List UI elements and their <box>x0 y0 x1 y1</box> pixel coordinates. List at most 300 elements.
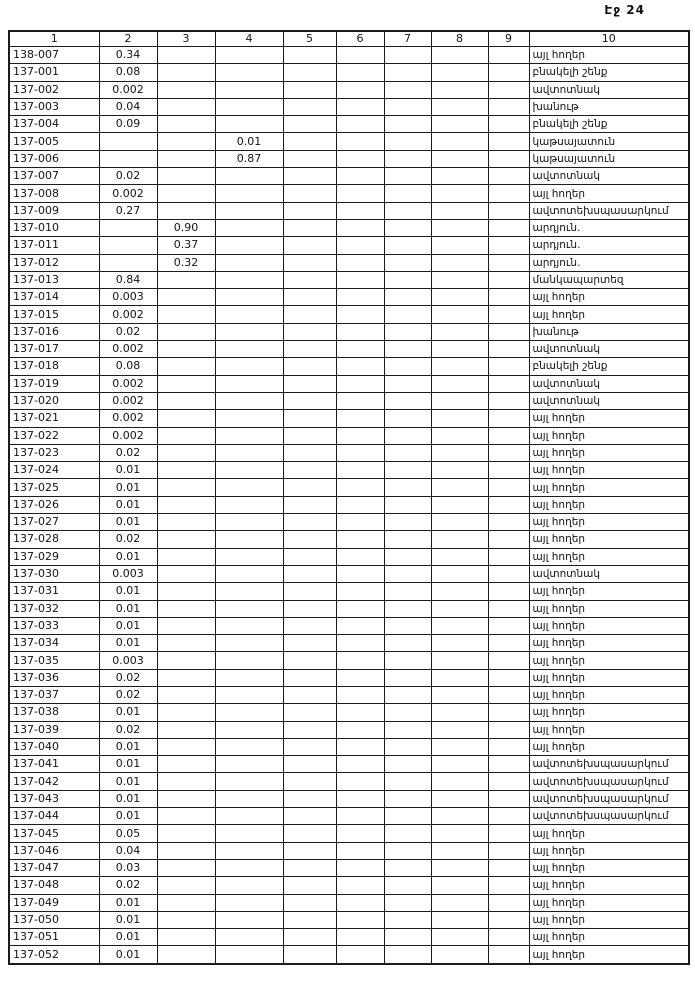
table-cell-col6 <box>336 168 384 185</box>
table-cell-col3 <box>157 652 215 669</box>
table-cell-col6 <box>336 444 384 461</box>
table-cell-col4 <box>215 237 283 254</box>
table-row <box>9 496 689 513</box>
table-cell-col4 <box>215 859 283 876</box>
table-cell-col9 <box>488 462 529 479</box>
table-cell-col9 <box>488 341 529 358</box>
table-cell-col3 <box>157 202 215 219</box>
table-cell-col1: 137-026 <box>9 496 99 513</box>
table-cell-col9 <box>488 686 529 703</box>
table-cell-col3 <box>157 946 215 964</box>
table-cell-col5 <box>283 565 336 582</box>
table-cell-col3 <box>157 168 215 185</box>
table-cell-col3 <box>157 825 215 842</box>
table-cell-col8 <box>431 323 488 340</box>
table-cell-col4 <box>215 427 283 444</box>
table-cell-col4 <box>215 202 283 219</box>
table-cell-col1: 137-017 <box>9 341 99 358</box>
table-cell-col3 <box>157 842 215 859</box>
table-row <box>9 289 689 306</box>
table-cell-col1: 137-022 <box>9 427 99 444</box>
table-cell-col4 <box>215 323 283 340</box>
table-cell-col4 <box>215 462 283 479</box>
table-row <box>9 410 689 427</box>
table-row <box>9 306 689 323</box>
table-cell-col7 <box>384 842 431 859</box>
table-row <box>9 617 689 634</box>
table-cell-col4 <box>215 721 283 738</box>
table-cell-col6 <box>336 289 384 306</box>
table-cell-col2: 0.02 <box>99 168 157 185</box>
table-cell-col2: 0.84 <box>99 271 157 288</box>
table-cell-col10: այլ հողեր <box>529 669 689 686</box>
table-cell-col5 <box>283 911 336 928</box>
table-cell-col10: կաթսայատուն <box>529 133 689 150</box>
table-row <box>9 202 689 219</box>
table-cell-col7 <box>384 756 431 773</box>
table-cell-col9 <box>488 185 529 202</box>
table-cell-col7 <box>384 877 431 894</box>
table-cell-col8 <box>431 756 488 773</box>
table-cell-col3 <box>157 479 215 496</box>
table-cell-col8 <box>431 462 488 479</box>
table-cell-col8 <box>431 375 488 392</box>
table-cell-col2: 0.002 <box>99 341 157 358</box>
table-cell-col10: այլ հողեր <box>529 600 689 617</box>
table-cell-col5 <box>283 185 336 202</box>
table-row <box>9 721 689 738</box>
table-cell-col4 <box>215 686 283 703</box>
table-body <box>9 47 689 964</box>
table-row <box>9 859 689 876</box>
table-cell-col1: 137-003 <box>9 98 99 115</box>
table-cell-col8 <box>431 583 488 600</box>
table-cell-col5 <box>283 859 336 876</box>
table-cell-col9 <box>488 842 529 859</box>
table-cell-col10: այլ հողեր <box>529 859 689 876</box>
table-cell-col9 <box>488 894 529 911</box>
table-cell-col8 <box>431 185 488 202</box>
table-cell-col8 <box>431 894 488 911</box>
table-cell-col9 <box>488 600 529 617</box>
table-cell-col6 <box>336 479 384 496</box>
table-cell-col3 <box>157 444 215 461</box>
table-row <box>9 894 689 911</box>
table-cell-col1: 137-009 <box>9 202 99 219</box>
table-cell-col8 <box>431 289 488 306</box>
table-cell-col7 <box>384 375 431 392</box>
table-cell-col10: այլ հողեր <box>529 496 689 513</box>
table-cell-col3 <box>157 289 215 306</box>
table-cell-col1: 137-050 <box>9 911 99 928</box>
table-cell-col9 <box>488 859 529 876</box>
table-cell-col2: 0.002 <box>99 185 157 202</box>
table-cell-col3 <box>157 410 215 427</box>
table-row <box>9 254 689 271</box>
table-cell-col8 <box>431 600 488 617</box>
table-cell-col2: 0.01 <box>99 894 157 911</box>
table-cell-col4 <box>215 392 283 409</box>
table-cell-col8 <box>431 47 488 64</box>
table-cell-col4 <box>215 514 283 531</box>
table-cell-col9 <box>488 877 529 894</box>
table-cell-col1: 137-019 <box>9 375 99 392</box>
table-cell-col9 <box>488 98 529 115</box>
table-cell-col6 <box>336 358 384 375</box>
table-cell-col6 <box>336 825 384 842</box>
table-cell-col9 <box>488 583 529 600</box>
table-row <box>9 358 689 375</box>
table-cell-col6 <box>336 565 384 582</box>
table-cell-col10: այլ հողեր <box>529 548 689 565</box>
table-cell-col8 <box>431 202 488 219</box>
table-cell-col10: այլ հողեր <box>529 427 689 444</box>
table-cell-col4 <box>215 341 283 358</box>
table-cell-col7 <box>384 358 431 375</box>
table-cell-col6 <box>336 911 384 928</box>
table-cell-col3 <box>157 808 215 825</box>
table-cell-col8 <box>431 306 488 323</box>
table-cell-col3 <box>157 600 215 617</box>
table-cell-col3 <box>157 375 215 392</box>
table-cell-col6 <box>336 219 384 236</box>
table-cell-col4 <box>215 565 283 582</box>
table-cell-col8 <box>431 254 488 271</box>
table-row <box>9 116 689 133</box>
table-cell-col4 <box>215 375 283 392</box>
table-cell-col10: այլ հողեր <box>529 462 689 479</box>
table-cell-col1: 137-014 <box>9 289 99 306</box>
table-cell-col2: 0.01 <box>99 583 157 600</box>
table-cell-col4: 0.87 <box>215 150 283 167</box>
table-cell-col9 <box>488 808 529 825</box>
table-cell-col1: 137-002 <box>9 81 99 98</box>
table-cell-col5 <box>283 808 336 825</box>
table-cell-col6 <box>336 64 384 81</box>
table-cell-col9 <box>488 410 529 427</box>
table-cell-col5 <box>283 877 336 894</box>
table-cell-col3 <box>157 894 215 911</box>
table-cell-col5 <box>283 514 336 531</box>
table-cell-col1: 137-051 <box>9 929 99 946</box>
table-cell-col1: 137-001 <box>9 64 99 81</box>
table-cell-col4 <box>215 496 283 513</box>
table-cell-col7 <box>384 271 431 288</box>
table-cell-col6 <box>336 133 384 150</box>
table-cell-col8 <box>431 81 488 98</box>
table-cell-col4 <box>215 877 283 894</box>
table-cell-col9 <box>488 496 529 513</box>
table-cell-col9 <box>488 64 529 81</box>
table-cell-col2 <box>99 133 157 150</box>
table-cell-col5 <box>283 47 336 64</box>
table-cell-col7 <box>384 462 431 479</box>
table-cell-col9 <box>488 375 529 392</box>
table-cell-col1: 137-012 <box>9 254 99 271</box>
table-cell-col7 <box>384 617 431 634</box>
table-cell-col7 <box>384 427 431 444</box>
table-row <box>9 773 689 790</box>
table-cell-col10: այլ հողեր <box>529 738 689 755</box>
table-cell-col4 <box>215 790 283 807</box>
table-cell-col8 <box>431 479 488 496</box>
table-cell-col10: բնակելի շենք <box>529 358 689 375</box>
table-cell-col1: 137-032 <box>9 600 99 617</box>
table-cell-col8 <box>431 133 488 150</box>
table-cell-col6 <box>336 617 384 634</box>
table-cell-col10: այլ հողեր <box>529 929 689 946</box>
table-cell-col5 <box>283 271 336 288</box>
table-cell-col7 <box>384 116 431 133</box>
table-cell-col3 <box>157 877 215 894</box>
table-cell-col4 <box>215 946 283 964</box>
table-cell-col10: այլ հողեր <box>529 911 689 928</box>
table-cell-col2: 0.01 <box>99 756 157 773</box>
table-cell-col5 <box>283 150 336 167</box>
table-header-row <box>9 31 689 47</box>
table-cell-col8 <box>431 98 488 115</box>
table-cell-col10: այլ հողեր <box>529 842 689 859</box>
table-cell-col8 <box>431 548 488 565</box>
table-cell-col1: 137-005 <box>9 133 99 150</box>
table-cell-col1: 137-034 <box>9 635 99 652</box>
table-cell-col9 <box>488 565 529 582</box>
table-cell-col7 <box>384 202 431 219</box>
table-cell-col6 <box>336 808 384 825</box>
table-row <box>9 790 689 807</box>
table-row <box>9 756 689 773</box>
table-cell-col9 <box>488 911 529 928</box>
table-cell-col1: 137-044 <box>9 808 99 825</box>
table-cell-col1: 137-045 <box>9 825 99 842</box>
table-cell-col6 <box>336 375 384 392</box>
table-cell-col7 <box>384 410 431 427</box>
table-cell-col5 <box>283 98 336 115</box>
table-row <box>9 462 689 479</box>
table-cell-col8 <box>431 427 488 444</box>
table-cell-col8 <box>431 790 488 807</box>
table-cell-col3 <box>157 427 215 444</box>
table-cell-col5 <box>283 583 336 600</box>
table-cell-col7 <box>384 98 431 115</box>
table-cell-col6 <box>336 929 384 946</box>
table-cell-col1: 137-016 <box>9 323 99 340</box>
table-cell-col5 <box>283 444 336 461</box>
table-cell-col5 <box>283 254 336 271</box>
table-cell-col1: 137-028 <box>9 531 99 548</box>
table-cell-col9 <box>488 219 529 236</box>
table-cell-col9 <box>488 323 529 340</box>
table-row <box>9 168 689 185</box>
table-cell-col5 <box>283 686 336 703</box>
table-cell-col9 <box>488 669 529 686</box>
table-row <box>9 635 689 652</box>
table-cell-col9 <box>488 652 529 669</box>
table-row <box>9 479 689 496</box>
table-cell-col3 <box>157 531 215 548</box>
table-cell-col5 <box>283 929 336 946</box>
table-cell-col3 <box>157 64 215 81</box>
table-cell-col8 <box>431 116 488 133</box>
table-cell-col6 <box>336 514 384 531</box>
table-cell-col3 <box>157 47 215 64</box>
table-row <box>9 704 689 721</box>
table-cell-col7 <box>384 790 431 807</box>
table-row <box>9 531 689 548</box>
table-cell-col8 <box>431 150 488 167</box>
table-cell-col10: խանութ <box>529 323 689 340</box>
table-cell-col4 <box>215 842 283 859</box>
table-cell-col5 <box>283 721 336 738</box>
table-cell-col1: 137-004 <box>9 116 99 133</box>
table-cell-col10: այլ հողեր <box>529 617 689 634</box>
table-cell-col6 <box>336 47 384 64</box>
table-cell-col8 <box>431 808 488 825</box>
table-cell-col1: 137-039 <box>9 721 99 738</box>
table-cell-col7 <box>384 64 431 81</box>
table-cell-col2: 0.01 <box>99 548 157 565</box>
table-cell-col9 <box>488 531 529 548</box>
table-cell-col1: 137-046 <box>9 842 99 859</box>
table-cell-col4 <box>215 410 283 427</box>
table-cell-col7 <box>384 600 431 617</box>
table-cell-col7 <box>384 479 431 496</box>
table-cell-col5 <box>283 756 336 773</box>
table-cell-col8 <box>431 704 488 721</box>
table-cell-col1: 137-027 <box>9 514 99 531</box>
table-cell-col7 <box>384 808 431 825</box>
table-row <box>9 133 689 150</box>
table-cell-col6 <box>336 877 384 894</box>
table-cell-col2: 0.08 <box>99 358 157 375</box>
table-cell-col4 <box>215 738 283 755</box>
table-cell-col10: խանութ <box>529 98 689 115</box>
table-cell-col1: 137-037 <box>9 686 99 703</box>
table-cell-col5 <box>283 116 336 133</box>
table-cell-col4 <box>215 617 283 634</box>
table-cell-col7 <box>384 548 431 565</box>
table-cell-col10: այլ հողեր <box>529 289 689 306</box>
table-cell-col2: 0.01 <box>99 635 157 652</box>
table-cell-col6 <box>336 185 384 202</box>
table-row <box>9 81 689 98</box>
table-cell-col7 <box>384 81 431 98</box>
table-cell-col4 <box>215 911 283 928</box>
table-cell-col6 <box>336 600 384 617</box>
table-cell-col5 <box>283 219 336 236</box>
table-cell-col5 <box>283 202 336 219</box>
table-cell-col7 <box>384 859 431 876</box>
table-cell-col3 <box>157 306 215 323</box>
table-cell-col2: 0.003 <box>99 565 157 582</box>
table-cell-col1: 137-007 <box>9 168 99 185</box>
table-cell-col1: 137-038 <box>9 704 99 721</box>
table-cell-col2: 0.01 <box>99 911 157 928</box>
table-row <box>9 341 689 358</box>
table-cell-col9 <box>488 237 529 254</box>
table-cell-col1: 137-006 <box>9 150 99 167</box>
table-row <box>9 392 689 409</box>
table-cell-col3 <box>157 548 215 565</box>
table-cell-col6 <box>336 531 384 548</box>
table-cell-col5 <box>283 842 336 859</box>
table-cell-col5 <box>283 600 336 617</box>
table-cell-col3 <box>157 81 215 98</box>
table-cell-col6 <box>336 756 384 773</box>
table-cell-col9 <box>488 168 529 185</box>
table-cell-col5 <box>283 358 336 375</box>
table-cell-col1: 138-007 <box>9 47 99 64</box>
table-cell-col6 <box>336 773 384 790</box>
table-cell-col3 <box>157 911 215 928</box>
table-cell-col3: 0.90 <box>157 219 215 236</box>
column-header: 5 <box>283 31 336 47</box>
table-cell-col7 <box>384 911 431 928</box>
table-cell-col8 <box>431 565 488 582</box>
table-cell-col10: այլ հողեր <box>529 47 689 64</box>
table-row <box>9 929 689 946</box>
table-cell-col10: ավտոտեխսպասարկում <box>529 808 689 825</box>
table-cell-col6 <box>336 842 384 859</box>
table-cell-col3 <box>157 686 215 703</box>
table-cell-col2: 0.01 <box>99 514 157 531</box>
table-cell-col2 <box>99 254 157 271</box>
column-header: 2 <box>99 31 157 47</box>
table-cell-col10: այլ հողեր <box>529 652 689 669</box>
table-cell-col5 <box>283 323 336 340</box>
table-cell-col7 <box>384 704 431 721</box>
table-cell-col8 <box>431 773 488 790</box>
table-cell-col5 <box>283 946 336 964</box>
table-cell-col3 <box>157 756 215 773</box>
table-cell-col8 <box>431 341 488 358</box>
table-cell-col7 <box>384 219 431 236</box>
table-cell-col7 <box>384 738 431 755</box>
table-cell-col1: 137-025 <box>9 479 99 496</box>
table-cell-col10: այլ հողեր <box>529 531 689 548</box>
table-cell-col8 <box>431 617 488 634</box>
table-cell-col7 <box>384 289 431 306</box>
table-cell-col1: 137-035 <box>9 652 99 669</box>
table-cell-col9 <box>488 514 529 531</box>
table-cell-col6 <box>336 946 384 964</box>
table-cell-col3 <box>157 617 215 634</box>
table-cell-col9 <box>488 756 529 773</box>
table-cell-col4 <box>215 81 283 98</box>
table-cell-col3 <box>157 323 215 340</box>
table-cell-col1: 137-015 <box>9 306 99 323</box>
table-cell-col4 <box>215 185 283 202</box>
table-cell-col4 <box>215 756 283 773</box>
table-cell-col10: այլ հողեր <box>529 306 689 323</box>
table-row <box>9 548 689 565</box>
table-cell-col1: 137-041 <box>9 756 99 773</box>
table-cell-col8 <box>431 686 488 703</box>
table-cell-col2: 0.02 <box>99 669 157 686</box>
table-cell-col9 <box>488 81 529 98</box>
table-cell-col10: ավտոտնակ <box>529 341 689 358</box>
table-cell-col4 <box>215 289 283 306</box>
table-cell-col5 <box>283 392 336 409</box>
table-row <box>9 98 689 115</box>
table-cell-col6 <box>336 116 384 133</box>
table-row <box>9 47 689 64</box>
table-cell-col8 <box>431 271 488 288</box>
table-cell-col2: 0.01 <box>99 738 157 755</box>
table-cell-col5 <box>283 375 336 392</box>
table-cell-col6 <box>336 392 384 409</box>
table-cell-col5 <box>283 894 336 911</box>
